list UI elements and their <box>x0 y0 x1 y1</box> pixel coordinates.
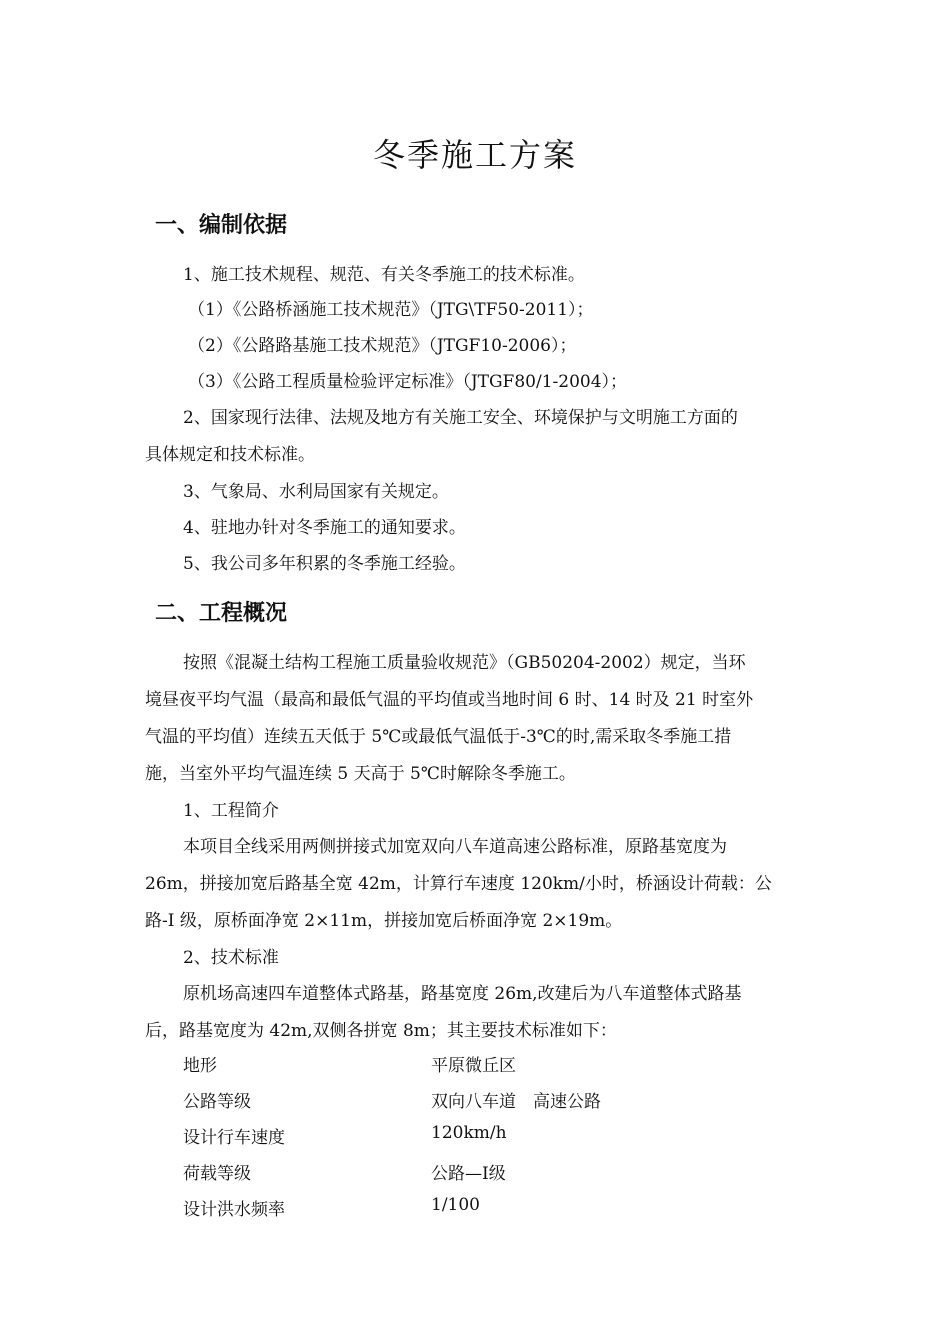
tech-standards-line: 原机场高速四车道整体式路基，路基宽度 26m,改建后为八车道整体式路基 <box>183 984 742 1004</box>
subsection-title-project-intro: 1、工程简介 <box>183 801 279 821</box>
document-title: 冬季施工方案 <box>372 136 577 174</box>
standard-value: 双向八车道 高速公路 <box>431 1092 601 1112</box>
section-heading-overview: 二、工程概况 <box>155 601 288 626</box>
standard-key: 设计洪水频率 <box>183 1200 285 1220</box>
overview-paragraph-line: 气温的平均值）连续五天低于 5℃或最低气温低于-3℃的时,需采取冬季施工措 <box>145 727 732 747</box>
standard-key: 公路等级 <box>183 1092 251 1112</box>
overview-paragraph-line: 境昼夜平均气温（最高和最低气温的平均值或当地时间 6 时、14 时及 21 时室外 <box>145 690 754 710</box>
standard-key: 荷载等级 <box>183 1164 251 1184</box>
basis-item: 1、施工技术规程、规范、有关冬季施工的技术标准。 <box>183 265 585 285</box>
section-heading-basis: 一、编制依据 <box>155 213 288 238</box>
overview-paragraph-line: 按照《混凝土结构工程施工质量验收规范》（GB50204-2002）规定，当环 <box>183 653 746 673</box>
project-intro-line: 路-I 级，原桥面净宽 2×11m，拼接加宽后桥面净宽 2×19m。 <box>145 911 623 931</box>
basis-item: 具体规定和技术标准。 <box>145 445 315 465</box>
standard-key: 设计行车速度 <box>183 1128 285 1148</box>
basis-item: 2、国家现行法律、法规及地方有关施工安全、环境保护与文明施工方面的 <box>183 408 738 428</box>
basis-item: （2）《公路路基施工技术规范》（JTGF10-2006）； <box>188 336 577 356</box>
basis-item: 5、我公司多年积累的冬季施工经验。 <box>183 554 466 574</box>
standard-key: 地形 <box>183 1056 217 1076</box>
project-intro-line: 26m，拼接加宽后路基全宽 42m，计算行车速度 120km/小时，桥涵设计荷载：公 <box>145 874 772 894</box>
standard-value: 120km/h <box>431 1123 507 1143</box>
standard-value: 1/100 <box>431 1195 480 1215</box>
standard-value: 公路—Ⅰ级 <box>431 1164 506 1184</box>
standard-value: 平原微丘区 <box>431 1056 516 1076</box>
tech-standards-line: 后，路基宽度为 42m,双侧各拼宽 8m；其主要技术标准如下： <box>145 1021 617 1041</box>
basis-item: （3）《公路工程质量检验评定标准》（JTGF80/1-2004）； <box>188 372 628 392</box>
basis-item: 3、气象局、水利局国家有关规定。 <box>183 482 449 502</box>
overview-paragraph-line: 施，当室外平均气温连续 5 天高于 5℃时解除冬季施工。 <box>145 764 576 784</box>
subsection-title-tech-standards: 2、技术标准 <box>183 948 279 968</box>
project-intro-line: 本项目全线采用两侧拼接式加宽双向八车道高速公路标准，原路基宽度为 <box>183 837 727 857</box>
basis-item: （1）《公路桥涵施工技术规范》（JTG\TF50-2011）； <box>188 300 594 320</box>
basis-item: 4、驻地办针对冬季施工的通知要求。 <box>183 518 466 538</box>
